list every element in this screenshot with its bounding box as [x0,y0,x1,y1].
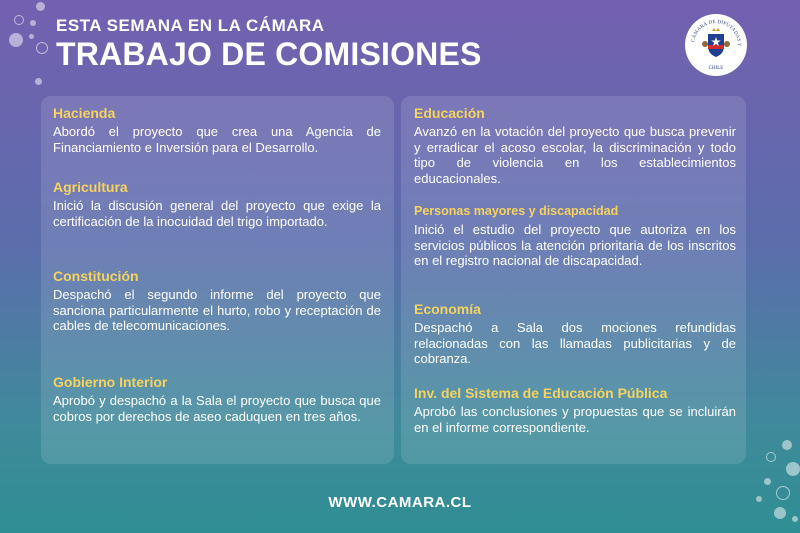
commission-title: Educación [414,105,485,121]
commission-educacion [414,104,736,186]
commission-summary: Despachó a Sala dos mociones refundidas relacionadas con las llamadas publicitarias y de cobranza. [414,320,736,367]
decorative-dot [30,20,36,26]
decorative-dot [792,516,798,522]
right-panel [401,96,746,464]
commission-constitucion [53,267,381,334]
commission-title: Economía [414,301,481,317]
decorative-ring [766,452,776,462]
commission-title: Inv. del Sistema de Educación Pública [414,385,668,401]
logo-country: CHILE [708,66,724,71]
commission-personas-mayores [414,202,736,269]
website-link[interactable]: WWW.CAMARA.CL [328,494,472,511]
commission-inv-educacion-publica [414,384,736,435]
commission-summary: Aprobó y despachó a la Sala el proyecto que busca que cobros por derechos de aseo caduquen en tres años. [53,393,381,424]
commission-summary: Despachó el segundo informe del proyecto que sanciona particularmente el hurto, robo y receptación de cables de telecomunicaciones. [53,287,381,334]
decorative-dot [29,34,34,39]
decorative-dot [36,2,45,11]
header-kicker: ESTA SEMANA EN LA CÁMARA [56,16,325,35]
decorative-dot [9,33,23,47]
commission-title: Hacienda [53,105,116,121]
commission-summary: Inició el estudio del proyecto que autoriza en los servicios públicos la atención prioritaria de los inscritos en el registro nacional de discapacidad. [414,222,736,269]
commission-economia [414,300,736,367]
camara-logo [683,12,749,78]
commission-summary: Abordó el proyecto que crea una Agencia de Financiamiento e Inversión para el Desarrollo. [53,124,381,155]
left-panel [41,96,394,464]
decorative-ring [36,42,48,54]
commission-summary: Avanzó en la votación del proyecto que busca prevenir y erradicar el acoso escolar, la discriminación y todo tipo de violencia en los establecimientos educacionales. [414,124,736,186]
decorative-dot [782,440,792,450]
commission-title: Constitución [53,268,139,284]
page-title: TRABAJO DE COMISIONES [56,36,482,72]
commission-summary: Aprobó las conclusiones y propuestas que se incluirán en el informe correspondiente. [414,404,736,435]
decorative-ring [14,15,24,25]
commission-title: Personas mayores y discapacidad [414,204,619,218]
decorative-dot [764,478,771,485]
decorative-dot [786,462,800,476]
commission-summary: Inició la discusión general del proyecto que exige la certificación de la inocuidad del trigo importado. [53,198,381,229]
commission-title: Gobierno Interior [53,374,168,390]
commission-hacienda [53,104,381,155]
logo-ring-text: CÁMARA DE DIPUTADAS Y [691,19,742,47]
commission-agricultura [53,178,381,229]
commission-title: Agricultura [53,179,128,195]
commission-gobierno-interior [53,373,381,424]
decorative-dot [35,78,42,85]
